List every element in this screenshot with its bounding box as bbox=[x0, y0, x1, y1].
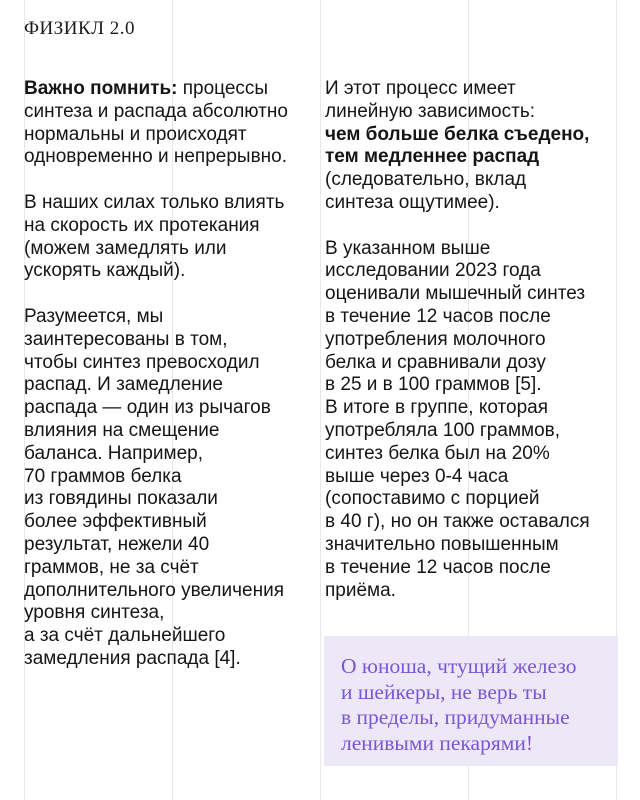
text-run: заинтересованы в том, bbox=[24, 328, 228, 350]
text-run: в течение 12 часов после bbox=[325, 556, 551, 578]
text-run: И этот процесс имеет bbox=[325, 78, 516, 99]
quote-line: и шейкеры, не верь ты bbox=[341, 679, 547, 704]
text-run: (следовательно, вклад bbox=[325, 169, 527, 191]
text-line bbox=[24, 306, 309, 329]
text-run: значительно повышенным bbox=[325, 533, 559, 555]
text-run: употребления молочного bbox=[325, 328, 546, 350]
text-line bbox=[325, 260, 617, 283]
text-line bbox=[325, 488, 617, 511]
paragraph bbox=[24, 192, 309, 283]
brand-logo: ФИЗИКЛ 2.0 bbox=[24, 18, 136, 39]
text-line bbox=[24, 238, 309, 261]
text-line bbox=[325, 238, 617, 261]
text-run: на скорость их протекания bbox=[24, 214, 260, 236]
text-line bbox=[24, 397, 309, 420]
text-line bbox=[24, 78, 309, 101]
text-run: Разумеется, мы bbox=[24, 305, 164, 327]
text-run: 70 граммов белка bbox=[24, 465, 182, 487]
text-line bbox=[24, 488, 309, 511]
quote-text bbox=[341, 654, 611, 756]
text-line bbox=[325, 580, 617, 603]
text-run: в течение 12 часов после bbox=[325, 305, 551, 327]
text-run: дополнительного увеличения bbox=[24, 579, 284, 601]
text-run: оценивали мышечный синтез bbox=[325, 283, 586, 305]
text-line bbox=[325, 534, 617, 557]
text-run: (можем замедлять или bbox=[24, 237, 227, 259]
text-line bbox=[24, 580, 309, 603]
text-line bbox=[325, 283, 617, 306]
bold-text-run: чем больше белка съедено, bbox=[325, 123, 590, 145]
text-run: синтез белка был на 20% bbox=[325, 442, 550, 464]
text-run: употребляла 100 граммов, bbox=[325, 419, 561, 441]
text-line bbox=[24, 374, 309, 397]
text-line bbox=[325, 169, 617, 192]
text-line bbox=[24, 625, 309, 648]
text-run: замедления распада [4]. bbox=[24, 647, 241, 669]
text-line bbox=[24, 101, 309, 124]
text-run: в 25 и в 100 граммов [5]. bbox=[325, 374, 542, 396]
paragraph bbox=[325, 238, 617, 603]
quote-line: О юноша, чтущий железо bbox=[341, 654, 577, 678]
text-run: процессы bbox=[177, 78, 269, 99]
text-run: чтобы синтез превосходил bbox=[24, 351, 260, 373]
text-run: исследовании 2023 года bbox=[325, 260, 541, 282]
text-line bbox=[325, 443, 617, 466]
text-line bbox=[24, 420, 309, 443]
text-run: синтеза и распада абсолютно bbox=[24, 100, 288, 122]
text-line bbox=[24, 352, 309, 375]
text-line bbox=[325, 397, 617, 420]
bold-text-run: Важно помнить: bbox=[24, 78, 178, 99]
paragraph bbox=[24, 78, 309, 169]
text-line bbox=[325, 124, 617, 147]
text-run: баланса. Например, bbox=[24, 442, 204, 464]
bold-text-run: тем медленнее распад bbox=[325, 146, 540, 168]
text-line bbox=[24, 329, 309, 352]
text-line bbox=[325, 557, 617, 580]
text-run: уровня синтеза, bbox=[24, 602, 165, 624]
text-run: В указанном выше bbox=[325, 237, 491, 259]
paragraph bbox=[24, 306, 309, 671]
text-line bbox=[24, 260, 309, 283]
text-run: в 40 г), но он также оставался bbox=[325, 511, 590, 533]
text-line bbox=[24, 534, 309, 557]
text-line bbox=[24, 557, 309, 580]
grid-line bbox=[320, 0, 321, 800]
text-run: нормальны и происходят bbox=[24, 123, 247, 145]
text-run: более эффективный bbox=[24, 511, 207, 533]
text-line bbox=[325, 374, 617, 397]
text-line bbox=[24, 215, 309, 238]
text-line bbox=[325, 420, 617, 443]
text-line bbox=[325, 101, 617, 124]
text-run: влияния на смещение bbox=[24, 419, 220, 441]
text-line bbox=[24, 511, 309, 534]
text-line bbox=[325, 352, 617, 375]
right-column bbox=[325, 78, 617, 625]
text-line bbox=[24, 466, 309, 489]
text-run: синтеза ощутимее). bbox=[325, 191, 500, 213]
text-run: распад. И замедление bbox=[24, 374, 223, 396]
left-column bbox=[24, 78, 309, 694]
text-run: приёма. bbox=[325, 579, 396, 601]
text-run: результат, нежели 40 bbox=[24, 533, 210, 555]
text-run: (сопоставимо с порцией bbox=[325, 488, 540, 510]
quote-line: ленивыми пекарями! bbox=[341, 730, 533, 755]
text-run: В наших силах только влиять bbox=[24, 191, 285, 213]
text-run: распада — один из рычагов bbox=[24, 397, 271, 419]
text-line bbox=[325, 146, 617, 169]
text-run: линейную зависимость: bbox=[325, 100, 536, 122]
paragraph bbox=[325, 78, 617, 215]
text-line bbox=[325, 511, 617, 534]
text-line bbox=[325, 466, 617, 489]
text-line bbox=[24, 443, 309, 466]
text-run: В итоге в группе, которая bbox=[325, 397, 548, 419]
text-line bbox=[325, 329, 617, 352]
text-run: выше через 0-4 часа bbox=[325, 465, 509, 487]
text-line bbox=[24, 146, 309, 169]
text-line bbox=[325, 306, 617, 329]
quote-line: в пределы, придуманные bbox=[341, 705, 570, 729]
text-run: ускорять каждый). bbox=[24, 260, 186, 282]
text-line bbox=[24, 602, 309, 625]
text-run: а за счёт дальнейшего bbox=[24, 625, 226, 647]
text-line bbox=[24, 192, 309, 215]
text-line bbox=[24, 648, 309, 671]
text-run: из говядины показали bbox=[24, 488, 218, 510]
text-run: белка и сравнивали дозу bbox=[325, 351, 546, 373]
text-run: одновременно и непрерывно. bbox=[24, 146, 288, 168]
text-line bbox=[325, 192, 617, 215]
text-run: граммов, не за счёт bbox=[24, 556, 199, 578]
text-line bbox=[24, 124, 309, 147]
text-line bbox=[325, 78, 617, 101]
